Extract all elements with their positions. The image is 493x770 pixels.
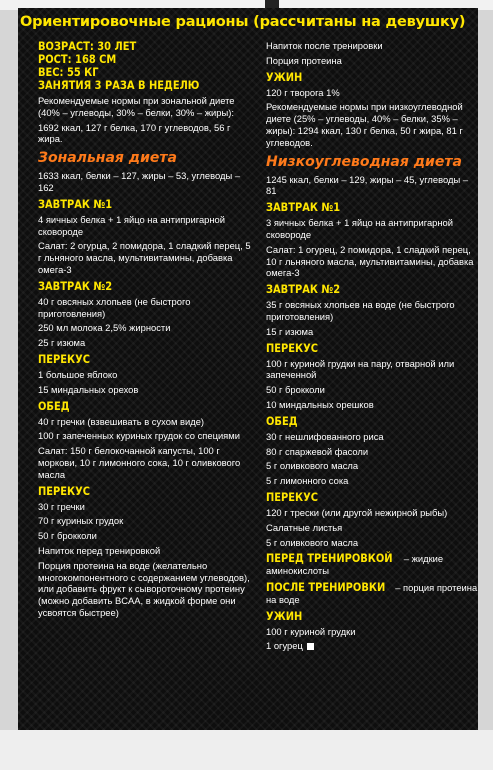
meal-item: 120 г творога 1% <box>266 86 340 98</box>
meal-item: 5 г оливкового масла <box>266 536 359 548</box>
meal-item: 30 г гречки <box>38 500 85 512</box>
meal-item: 15 г изюма <box>266 325 314 337</box>
zonal-diet-title: Зональная диета <box>38 150 177 167</box>
meal-item: 4 яичных белка + 1 яйцо на антипригарной сковороде <box>38 213 225 237</box>
meal-item: 120 г трески (или другой нежирной рыбы) <box>266 506 448 518</box>
meal-item: 1 большое яблоко <box>38 368 118 380</box>
meal-item: Салатные листья <box>266 521 343 533</box>
meal-item: 5 г оливкового масла <box>266 460 359 472</box>
zonal-meal-name: ЗАВТРАК №2 <box>38 278 113 293</box>
zonal-meal-name: ЗАВТРАК №1 <box>38 196 113 211</box>
before-training-line <box>266 553 478 577</box>
before-training-text: – жидкие аминокислоты <box>266 553 444 577</box>
meal-item: 100 г запеченных куриных грудок со специями <box>38 430 240 442</box>
zonal-norms-text: Рекомендуемые нормы при зональной диете (40% – углеводы, 30% – белки, 30% – жиры): <box>38 95 235 118</box>
meal-item: 15 миндальных орехов <box>38 383 139 395</box>
lowcarb-diet-title: Низкоуглеводная диета <box>266 153 462 170</box>
age-stat: ВОЗРАСТ: 30 ЛЕТ <box>38 39 137 53</box>
weight-stat: ВЕС: 55 КГ <box>38 65 99 79</box>
meal-item: 5 г лимонного сока <box>266 475 349 487</box>
after-training-line <box>266 579 478 606</box>
meal-item: Порция протеина <box>266 54 342 66</box>
zonal-diet-summary: 1633 ккал, белки – 127, жиры – 53, углеводы – 162 <box>38 170 241 193</box>
meal-item: 50 г брокколи <box>266 384 325 396</box>
meal-item: 1 огурец <box>266 640 303 652</box>
before-training-label: ПЕРЕД ТРЕНИРОВКОЙ <box>266 551 393 566</box>
lowcarb-meal-name: ПЕРЕКУС <box>266 340 319 355</box>
meal-item-last <box>266 640 478 652</box>
meal-item: 250 мл молока 2,5% жирности <box>38 322 171 334</box>
zonal-meal-name: ПЕРЕКУС <box>38 351 91 366</box>
training-stat: ЗАНЯТИЯ 3 РАЗА В НЕДЕЛЮ <box>38 78 200 92</box>
page-title: Ориентировочные рационы (рассчитаны на девушку) <box>20 14 466 30</box>
zonal-meal-name: УЖИН <box>266 69 303 84</box>
lowcarb-norms-text: Рекомендуемые нормы при низкоуглеводной диете (25% – углеводы, 40% – белки, 35% – жиры): 1294 ккал, 130 г белка, 50 г жира, 81 г углеводов. <box>266 101 463 148</box>
meal-item: 25 г изюма <box>38 337 86 349</box>
end-square-icon <box>307 643 314 650</box>
height-stat: РОСТ: 168 СМ <box>38 52 117 66</box>
meal-item: 100 г куриной грудки <box>266 625 356 637</box>
meal-item: 80 г спаржевой фасоли <box>266 445 369 457</box>
zonal-meal-name: ПЕРЕКУС <box>38 483 91 498</box>
lowcarb-meal-name: ЗАВТРАК №2 <box>266 282 341 297</box>
meal-item: 100 г куриной грудки на пару, отварной или запеченной <box>266 357 455 381</box>
meal-item: Салат: 150 г белокочанной капусты, 100 г моркови, 10 г лимонного сока, 10 г оливкового масла <box>38 445 241 480</box>
lowcarb-diet-summary: 1245 ккал, белки – 129, жиры – 45, углеводы – 81 <box>266 173 469 197</box>
meal-item: 3 яичных белка + 1 яйцо на антипригарной сковороде <box>266 217 453 240</box>
meal-item: Салат: 1 огурец, 2 помидора, 1 сладкий перец, 10 г льняного масла, мультивитамины, добавка омега-3 <box>266 243 474 279</box>
after-training-text: – порция протеина на воде <box>266 581 478 605</box>
lowcarb-meal-name: УЖИН <box>266 608 303 623</box>
meal-item: 70 г куриных грудок <box>38 515 124 527</box>
meal-item: 50 г брокколи <box>38 530 97 542</box>
right-column <box>266 40 478 652</box>
meal-item: Порция протеина на воде (желательно многокомпонентного с содержанием углеводов), или добавить фрукт к сывороточному протеину (можно добавить BCAA, в жидкой форме они усвоятся быстрее) <box>38 559 250 618</box>
meal-item: 30 г нешлифованного риса <box>266 430 384 442</box>
meal-item: 10 миндальных орешков <box>266 398 374 410</box>
meal-item: 40 г овсяных хлопьев (не быстрого приготовления) <box>38 295 191 319</box>
left-column <box>38 40 256 619</box>
meal-item: Напиток перед тренировкой <box>38 544 161 556</box>
zonal-meal-name: ОБЕД <box>38 398 70 413</box>
meal-item: 35 г овсяных хлопьев на воде (не быстрого приготовления) <box>266 299 455 322</box>
zonal-norms-values: 1692 ккал, 127 г белка, 170 г углеводов, 56 г жира. <box>38 121 231 145</box>
after-training-label: ПОСЛЕ ТРЕНИРОВКИ <box>266 579 386 594</box>
lowcarb-meal-name: ПЕРЕКУС <box>266 489 319 504</box>
meal-item: 40 г гречки (взвешивать в сухом виде) <box>38 415 205 427</box>
page-bottom-margin <box>0 730 493 770</box>
lowcarb-meal-name: ЗАВТРАК №1 <box>266 200 341 215</box>
meal-item: Напиток после тренировки <box>266 40 383 51</box>
meal-item: Салат: 2 огурца, 2 помидора, 1 сладкий перец, 5 г льняного масла, мультивитамины, добавка омега-3 <box>38 240 251 275</box>
lowcarb-meal-name: ОБЕД <box>266 413 298 428</box>
